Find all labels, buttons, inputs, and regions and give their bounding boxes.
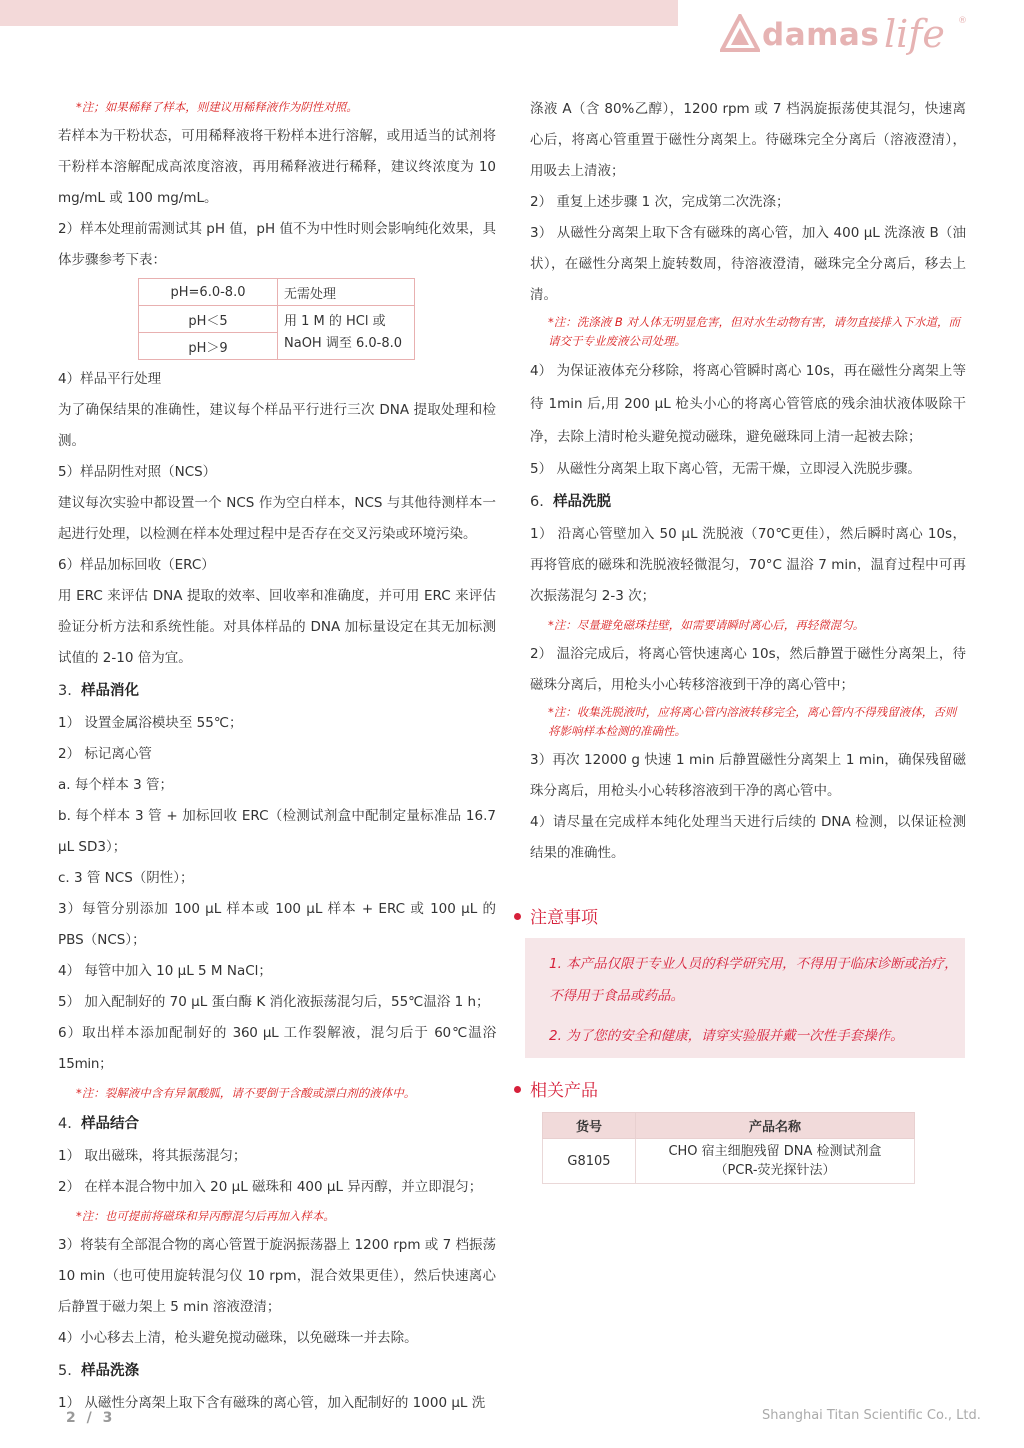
step-text: c. 3 管 NCS（阴性）；: [58, 870, 194, 886]
step-text: 4） 每管中加入 10 μL 5 M NaCl；: [58, 963, 272, 979]
notice-box: [525, 938, 965, 1058]
step-text: 5） 从磁性分离架上取下离心管，无需干燥，立即浸入洗脱步骤。: [530, 461, 921, 477]
step-text: a. 每个样本 3 管；: [58, 777, 174, 793]
paragraph-ph-test: 2）样本处理前需测试其 pH 值，pH 值不为中性时则会影响纯化效果，具体步骤参考下表：: [58, 221, 496, 268]
right-column: [530, 94, 966, 869]
step-text: 涤液 A（含 80%乙醇），1200 rpm 或 7 档涡旋振荡使其混匀，快速离心后，将离心管重置于磁性分离架上。待磁珠完全分离后（溶液澄清），用吸去上清液；: [530, 101, 966, 179]
ph-action-cell: 用 1 M 的 HCl 或 NaOH 调至 6.0-8.0: [278, 306, 415, 360]
ph-cell: pH＞9: [139, 333, 278, 360]
paragraph-erc: 用 ERC 来评估 DNA 提取的效率、回收率和准确度，并可用 ERC 来评估验证分析方法和系统性能。对具体样品的 DNA 加标量设定在其无加标测试值的 2-10 倍为宜。: [58, 588, 496, 666]
logo-script: life: [884, 12, 945, 56]
step-text: 1） 沿离心管壁加入 50 μL 洗脱液（70℃更佳），然后瞬时离心 10s，再将管底的磁珠和洗脱液轻微混匀，70°C 温浴 7 min，温育过程中可再次振荡混匀 2-3 次；: [530, 526, 966, 604]
product-code: G8105: [543, 1139, 636, 1184]
header-band: [0, 0, 678, 26]
step-text: 4）请尽量在完成样本纯化处理当天进行后续的 DNA 检测，以保证检测结果的准确性。: [530, 814, 966, 861]
product-name: CHO 宿主细胞残留 DNA 检测试剂盒 （PCR-荧光探针法）: [636, 1139, 915, 1184]
company-name: Shanghai Titan Scientific Co., Ltd.: [762, 1408, 981, 1423]
step-parallel: 4）样品平行处理: [58, 371, 162, 387]
table-header: 产品名称: [636, 1113, 915, 1139]
step-text: 1） 设置金属浴模块至 55℃；: [58, 715, 243, 731]
notice-line: 1. 本产品仅限于专业人员的科学研究用，不得用于临床诊断或治疗，: [549, 956, 958, 972]
note-beads: *注：尽量避免磁珠挂壁，如需要请瞬时离心后，再轻微混匀。: [548, 618, 865, 632]
step-text: 1） 从磁性分离架上取下含有磁珠的离心管，加入配制好的 1000 μL 洗: [58, 1395, 486, 1411]
note-wash-b: *注：洗涤液 B 对人体无明显危害，但对水生动物有害，请勿直接排入下水道，而请交于专业废液公司处理。: [548, 315, 960, 348]
note-lysis: *注：裂解液中含有异氰酸胍，请不要倒于含酸或漂白剂的液体中。: [76, 1086, 416, 1100]
notice-line: 不得用于食品或药品。: [549, 988, 684, 1004]
note-collect: *注：收集洗脱液时，应将离心管内溶液转移完全，离心管内不得残留液体，否则将影响样本检测的准确性。: [548, 705, 957, 738]
table-header: 货号: [543, 1113, 636, 1139]
registered-mark: ®: [958, 16, 967, 26]
related-products-title: 相关产品: [514, 1076, 598, 1101]
section-heading-elution: 6. 样品洗脱: [530, 494, 612, 510]
paragraph-parallel: 为了确保结果的准确性，建议每个样品平行进行三次 DNA 提取处理和检测。: [58, 402, 496, 449]
notice-title: 注意事项: [514, 903, 598, 928]
note-dilution: *注；如果稀释了样本，则建议用稀释液作为阴性对照。: [76, 100, 358, 114]
bullet-icon: [514, 913, 521, 920]
step-ncs: 5）样品阴性对照（NCS）: [58, 464, 217, 480]
related-products-table: [542, 1112, 915, 1184]
notice-line: 2. 为了您的安全和健康，请穿实验服并戴一次性手套操作。: [549, 1028, 904, 1044]
step-text: 2） 标记离心管: [58, 746, 152, 762]
step-text: 6）取出样本添加配制好的 360 μL 工作裂解液，混匀后于 60℃温浴 15min；: [58, 1025, 496, 1072]
triangle-logo-icon: [720, 14, 760, 54]
section-heading-digestion: 3. 样品消化: [58, 683, 140, 699]
step-erc: 6）样品加标回收（ERC）: [58, 557, 215, 573]
table-row: [543, 1139, 915, 1184]
bullet-icon: [514, 1086, 521, 1093]
page-number: 2 / 3: [66, 1410, 116, 1426]
step-text: 4） 为保证液体充分移除，将离心管瞬时离心 10s，再在磁性分离架上等待 1min 后,用 200 μL 枪头小心的将离心管管底的残余油状液体吸除干净，去除上清时枪头避免搅动磁珠，避免磁珠同上清一起被去除；: [530, 363, 966, 445]
step-text: b. 每个样本 3 管 + 加标回收 ERC（检测试剂盒中配制定量标准品 16.7 μL SD3）；: [58, 808, 496, 855]
logo-text: damas: [762, 17, 880, 53]
brand-logo: [718, 8, 968, 64]
paragraph-ncs: 建议每次实验中都设置一个 NCS 作为空白样本，NCS 与其他待测样本一起进行处理，以检测在样本处理过程中是否存在交叉污染或环境污染。: [58, 495, 496, 542]
step-text: 2） 在样本混合物中加入 20 μL 磁珠和 400 μL 异丙醇，并立即混匀；: [58, 1179, 483, 1195]
step-text: 3） 从磁性分离架上取下含有磁珠的离心管，加入 400 μL 洗涤液 B（油状），在磁性分离架上旋转数周，待溶液澄清，磁珠完全分离后，移去上清。: [530, 225, 966, 303]
step-text: 1） 取出磁珠，将其振荡混匀；: [58, 1148, 247, 1164]
step-text: 3）再次 12000 g 快速 1 min 后静置磁性分离架上 1 min，确保残留磁珠分离后，用枪头小心转移溶液到干净的离心管中。: [530, 752, 966, 799]
ph-action-cell: 无需处理: [278, 279, 415, 306]
step-text: 3）每管分别添加 100 μL 样本或 100 μL 样本 + ERC 或 100 μL 的 PBS（NCS）；: [58, 901, 496, 948]
step-text: 2） 温浴完成后，将离心管快速离心 10s，然后静置于磁性分离架上，待磁珠分离后，用枪头小心转移溶液到干净的离心管中；: [530, 646, 966, 693]
ph-cell: pH=6.0-8.0: [139, 279, 278, 306]
step-text: 4）小心移去上清，枪头避免搅动磁珠，以免磁珠一并去除。: [58, 1330, 418, 1346]
ph-cell: pH＜5: [139, 306, 278, 333]
step-text: 3）将装有全部混合物的离心管置于旋涡振荡器上 1200 rpm 或 7 档振荡 10 min（也可使用旋转混匀仪 10 rpm，混合效果更佳），然后快速离心后静置于磁力架上 5 min 溶液澄清；: [58, 1237, 496, 1315]
paragraph-dry-powder: 若样本为干粉状态，可用稀释液将干粉样本进行溶解，或用适当的试剂将干粉样本溶解配成高浓度溶液，再用稀释液进行稀释，建议终浓度为 10 mg/mL 或 100 mg/mL。: [58, 128, 496, 206]
left-column: [58, 94, 496, 1419]
ph-table: [138, 278, 415, 360]
section-heading-washing: 5. 样品洗涤: [58, 1363, 140, 1379]
step-text: 5） 加入配制好的 70 μL 蛋白酶 K 消化液振荡混匀后，55℃温浴 1 h；: [58, 994, 490, 1010]
section-heading-binding: 4. 样品结合: [58, 1116, 140, 1132]
step-text: 2） 重复上述步骤 1 次，完成第二次洗涤；: [530, 194, 790, 210]
note-premix: *注：也可提前将磁珠和异丙醇混匀后再加入样本。: [76, 1209, 335, 1223]
